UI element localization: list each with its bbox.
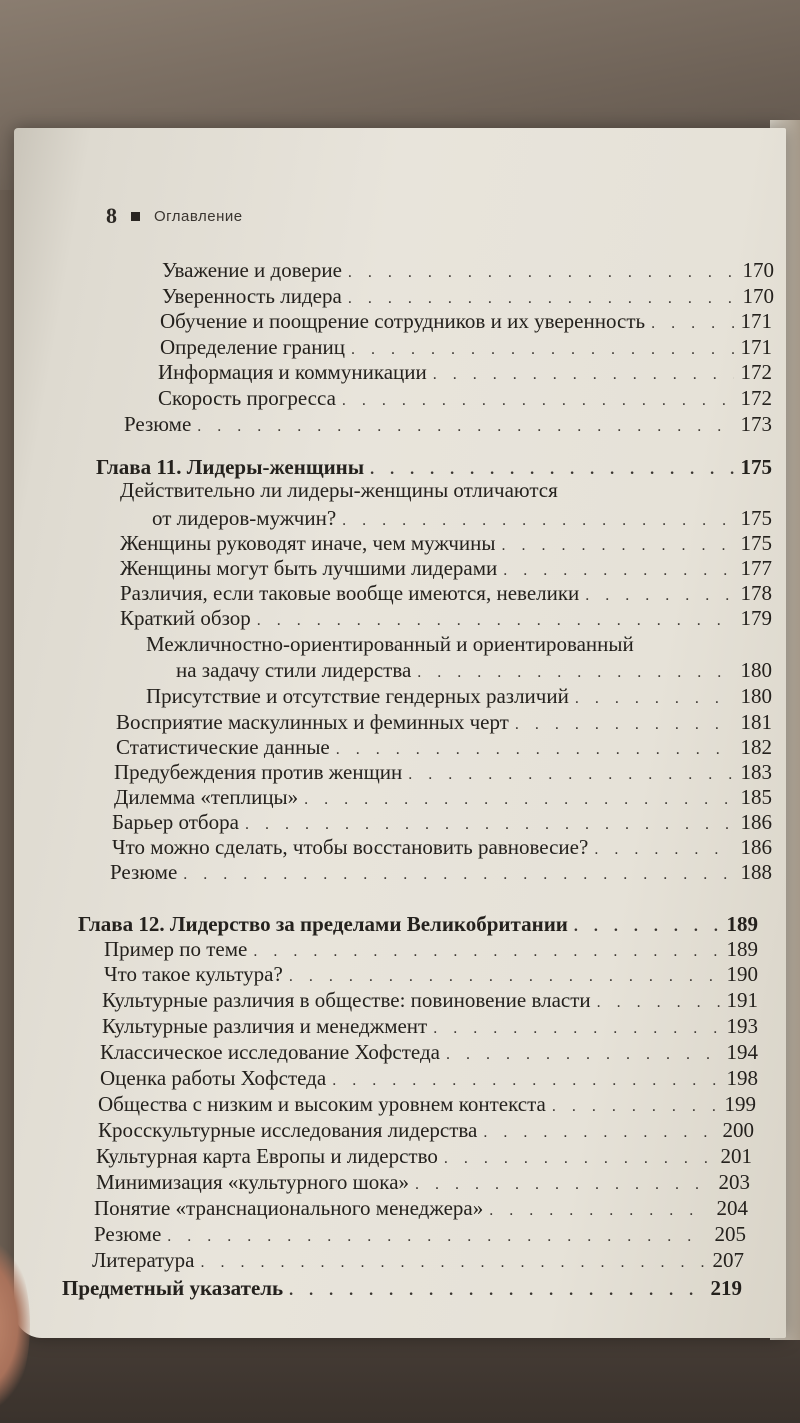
- toc-entry-title: Классическое исследование Хофстеда: [100, 1040, 440, 1064]
- header-section-title: Оглавление: [154, 207, 243, 225]
- toc-entry: [114, 785, 772, 812]
- toc-page-number: 182: [740, 735, 772, 759]
- toc-entry-title: Женщины могут быть лучшими лидерами: [120, 556, 498, 580]
- toc-entry: [98, 1118, 754, 1145]
- toc-page-number: 180: [740, 658, 772, 682]
- toc-dot-leader: [348, 287, 736, 311]
- toc-entry: [158, 360, 772, 387]
- toc-entry: [120, 531, 772, 558]
- toc-dot-leader: [651, 312, 734, 336]
- toc-page-number: 194: [726, 1040, 758, 1064]
- toc-page-number: 170: [742, 258, 774, 282]
- toc-dot-leader: [552, 1095, 718, 1119]
- toc-entry-title: Действительно ли лидеры-женщины отличаются: [120, 478, 558, 502]
- toc-entry: [104, 937, 758, 964]
- toc-page-number: 177: [740, 556, 772, 580]
- toc-dot-leader: [289, 965, 720, 989]
- toc-entry-title: Культурная карта Европы и лидерство: [96, 1144, 438, 1168]
- toc-dot-leader: [289, 1279, 704, 1303]
- toc-dot-leader: [332, 1069, 720, 1093]
- toc-dot-leader: [489, 1199, 710, 1223]
- toc-entry-title: Понятие «транснационального менеджера»: [94, 1196, 484, 1220]
- toc-page-number: 198: [726, 1066, 758, 1090]
- toc-entry-title: Межличностно-ориентированный и ориентированный: [146, 632, 634, 656]
- toc-entry-title: Минимизация «культурного шока»: [96, 1170, 410, 1194]
- toc-entry: [160, 335, 772, 362]
- toc-dot-leader: [336, 738, 734, 762]
- toc-page-number: 204: [716, 1196, 748, 1220]
- toc-entry: [116, 710, 772, 737]
- toc-entry-title: Глава 11. Лидеры-женщины: [96, 455, 365, 479]
- toc-entry-title: Женщины руководят иначе, чем мужчины: [120, 531, 496, 555]
- toc-entry: [120, 606, 772, 633]
- toc-entry-title: Пример по теме: [104, 937, 248, 961]
- toc-entry: [96, 1144, 752, 1171]
- header-page-number: 8: [106, 203, 117, 228]
- toc-page-number: 191: [726, 988, 758, 1012]
- toc-dot-leader: [574, 915, 720, 939]
- toc-dot-leader: [585, 584, 734, 608]
- toc-entry-title: Что такое культура?: [104, 962, 283, 986]
- toc-entry: [100, 1040, 758, 1067]
- toc-page-number: 205: [714, 1222, 746, 1246]
- toc-dot-leader: [257, 609, 734, 633]
- toc-entry: [146, 632, 772, 656]
- toc-page-number: 173: [740, 412, 772, 436]
- toc-entry-title: на задачу стили лидерства: [176, 658, 412, 682]
- toc-page-number: 179: [740, 606, 772, 630]
- toc-entry-title: Глава 12. Лидерство за пределами Великобритании: [78, 912, 568, 936]
- toc-page-number: 175: [740, 506, 772, 530]
- toc-page-number: 199: [724, 1092, 756, 1116]
- toc-entry: [102, 988, 758, 1015]
- toc-entry-title: Обучение и поощрение сотрудников и их уверенность: [160, 309, 646, 333]
- toc-entry: [158, 386, 772, 413]
- toc-entry: [114, 760, 772, 787]
- toc-entry-title: от лидеров-мужчин?: [152, 506, 337, 530]
- toc-page-number: 207: [712, 1248, 744, 1272]
- toc-page-number: 190: [726, 962, 758, 986]
- toc-dot-leader: [433, 1017, 720, 1041]
- toc-entry: [162, 258, 774, 285]
- toc-dot-leader: [167, 1225, 708, 1249]
- toc-entry: [110, 860, 772, 887]
- toc-entry-title: Статистические данные: [116, 735, 330, 759]
- toc-entry: [162, 284, 774, 311]
- toc-entry: [100, 1066, 758, 1093]
- toc-entry-title: Резюме: [124, 412, 192, 436]
- toc-page-number: 175: [740, 531, 772, 555]
- toc-dot-leader: [415, 1173, 712, 1197]
- toc-page-number: 193: [726, 1014, 758, 1038]
- toc-dot-leader: [348, 261, 736, 285]
- toc-dot-leader: [597, 991, 720, 1015]
- toc-entry-title: Восприятие маскулинных и феминных черт: [116, 710, 509, 734]
- toc-chapter: [62, 1276, 742, 1303]
- toc-entry-title: Что можно сделать, чтобы восстановить равновесие?: [112, 835, 589, 859]
- toc-page-number: 186: [740, 810, 772, 834]
- toc-entry-title: Культурные различия и менеджмент: [102, 1014, 428, 1038]
- toc-entry: [104, 962, 758, 989]
- toc-entry-title: Оценка работы Хофстеда: [100, 1066, 327, 1090]
- toc-page-number: 219: [710, 1276, 742, 1300]
- toc-entry: [96, 1170, 750, 1197]
- toc-entry-title: Культурные различия в обществе: повиновение власти: [102, 988, 591, 1012]
- toc-dot-leader: [408, 763, 734, 787]
- toc-entry-title: Барьер отбора: [112, 810, 239, 834]
- toc-entry-title: Резюме: [94, 1222, 162, 1246]
- toc-entry: [146, 684, 772, 711]
- toc-entry: [112, 810, 772, 837]
- toc-entry-title: Кросскультурные исследования лидерства: [98, 1118, 478, 1142]
- toc-dot-leader: [444, 1147, 714, 1171]
- toc-entry-title: Скорость прогресса: [158, 386, 336, 410]
- toc-entry-title: Уверенность лидера: [162, 284, 342, 308]
- toc-dot-leader: [433, 363, 734, 387]
- toc-entry: [94, 1196, 748, 1223]
- toc-page-number: 183: [740, 760, 772, 784]
- toc-dot-leader: [183, 863, 734, 887]
- toc-page-number: 172: [740, 360, 772, 384]
- toc-entry: [112, 835, 772, 862]
- toc-dot-leader: [575, 687, 734, 711]
- toc-entry: [120, 581, 772, 608]
- toc-page-number: 181: [740, 710, 772, 734]
- toc-dot-leader: [342, 389, 734, 413]
- toc-entry-title: Предметный указатель: [62, 1276, 284, 1300]
- toc-dot-leader: [417, 661, 734, 685]
- toc-page-number: 188: [740, 860, 772, 884]
- toc-entry-title: Общества с низким и высоким уровнем контекста: [98, 1092, 546, 1116]
- toc-page-number: 171: [740, 335, 772, 359]
- toc-page-number: 175: [740, 455, 772, 479]
- toc-dot-leader: [502, 534, 734, 558]
- toc-entry-title: Уважение и доверие: [162, 258, 342, 282]
- toc-dot-leader: [446, 1043, 720, 1067]
- toc-page-number: 170: [742, 284, 774, 308]
- toc-dot-leader: [253, 940, 720, 964]
- toc-entry: [160, 309, 772, 336]
- toc-page-number: 189: [726, 937, 758, 961]
- toc-page-number: 172: [740, 386, 772, 410]
- toc-entry: [92, 1248, 744, 1275]
- toc-entry: [120, 478, 772, 502]
- toc-dot-leader: [342, 509, 734, 533]
- toc-dot-leader: [483, 1121, 716, 1145]
- toc-chapter: [78, 912, 758, 939]
- toc-dot-leader: [503, 559, 734, 583]
- toc-page-number: 201: [720, 1144, 752, 1168]
- toc-entry-title: Литература: [92, 1248, 195, 1272]
- toc-entry: [152, 506, 772, 533]
- toc-entry-title: Резюме: [110, 860, 178, 884]
- toc-entry: [102, 1014, 758, 1041]
- toc-page-number: 200: [722, 1118, 754, 1142]
- toc-entry-title: Краткий обзор: [120, 606, 251, 630]
- toc-entry: [124, 412, 772, 439]
- toc-entry: [176, 658, 772, 685]
- toc-entry: [98, 1092, 756, 1119]
- toc-entry-title: Информация и коммуникации: [158, 360, 427, 384]
- toc-page-number: 203: [718, 1170, 750, 1194]
- toc-entry-title: Определение границ: [160, 335, 345, 359]
- toc-page-number: 171: [740, 309, 772, 333]
- toc-dot-leader: [200, 1251, 706, 1275]
- toc-entry-title: Дилемма «теплицы»: [114, 785, 299, 809]
- toc-entry-title: Предубеждения против женщин: [114, 760, 403, 784]
- toc-entry: [120, 556, 772, 583]
- toc-page-number: 189: [726, 912, 758, 936]
- toc-page-number: 180: [740, 684, 772, 708]
- toc-entry-title: Присутствие и отсутствие гендерных различий: [146, 684, 569, 708]
- toc-dot-leader: [594, 838, 734, 862]
- toc-page-number: 178: [740, 581, 772, 605]
- toc-page-number: 185: [740, 785, 772, 809]
- toc-page-number: 186: [740, 835, 772, 859]
- toc-dot-leader: [304, 788, 734, 812]
- toc-dot-leader: [245, 813, 734, 837]
- toc-dot-leader: [197, 415, 734, 439]
- toc-dot-leader: [515, 713, 734, 737]
- toc-dot-leader: [351, 338, 734, 362]
- toc-entry: [94, 1222, 746, 1249]
- toc-entry: [116, 735, 772, 762]
- toc-entry-title: Различия, если таковые вообще имеются, невелики: [120, 581, 580, 605]
